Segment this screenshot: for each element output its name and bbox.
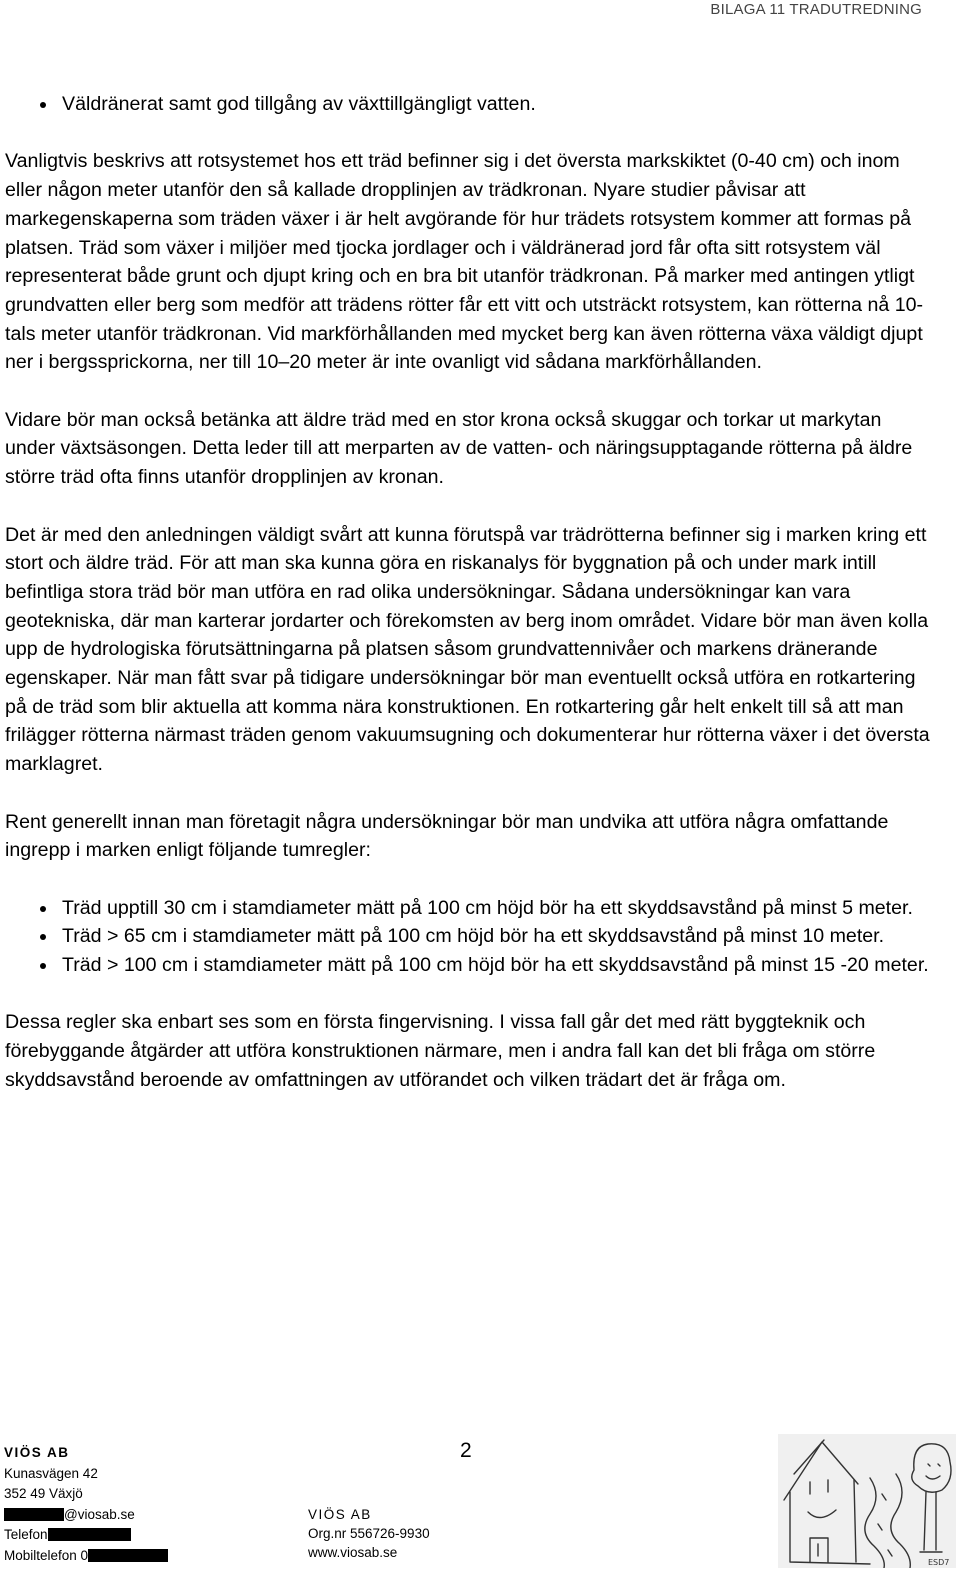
footer-company-info — [308, 1505, 430, 1562]
footer-company-mid: VIÖS AB — [308, 1507, 372, 1522]
rules-list — [5, 894, 933, 980]
page-number: 2 — [460, 1439, 472, 1462]
paragraph-investigations: Det är med den anledningen väldigt svårt att kunna förutspå var trädrötterna befinner sig i marken kring ett stort och äldre träd. För att man ska kunna göra en riskanalys för byggnation på och under mark intill befintliga stora träd bör man utföra en rad olika undersökningar. Sådana undersökningar kan vara geotekniska, där man karterar jordarter och förekomsten av berg inom området. Vidare bör man även kolla upp de hydrologiska förutsättningarna på platsen såsom grundvattennivåer och markens dränerande egenskaper. När man fått svar på tidigare undersökningar bör man eventuellt också utföra en rotkartering på de träd som blir aktuella att komma nära konstruktionen. En rotkartering går helt enkelt till så att man frilägger rötterna närmast träden genom vakuumsugning och dokumenterar hur rötterna växer i det översta marklagret. — [5, 523, 930, 776]
redacted-block — [4, 1508, 64, 1521]
footer-address — [4, 1443, 168, 1566]
house-tree-sketch-icon — [778, 1434, 956, 1568]
logo-signature: ESD7 — [928, 1558, 950, 1567]
footer-phone — [4, 1525, 168, 1546]
document-body — [5, 90, 933, 1123]
list-item: Träd upptill 30 cm i stamdiameter mätt på 100 cm höjd bör ha ett skyddsavstånd på minst 5 meter. — [5, 894, 933, 923]
redacted-block — [48, 1528, 131, 1541]
list-item: Träd > 100 cm i stamdiameter mätt på 100 cm höjd bör ha ett skyddsavstånd på minst 15 -20 meter. — [5, 951, 933, 980]
redacted-block — [88, 1549, 168, 1562]
footer-street: Kunasvägen 42 — [4, 1465, 98, 1481]
list-item: Väldränerat samt god tillgång av växttillgängligt vatten. — [5, 90, 933, 119]
footer-email — [4, 1505, 168, 1526]
footer-website: www.viosab.se — [308, 1545, 398, 1560]
paragraph-crown-shade: Vidare bör man också betänka att äldre träd med en stor krona också skuggar och torkar ut markytan under växtsäsongen. Detta leder till att merparten av de vatten- och näringsupptagande rötterna på äldre större träd ofta finns utanför dropplinjen av kronan. — [5, 408, 913, 489]
footer-mobile-label: Mobiltelefon 0 — [4, 1547, 89, 1563]
footer-city: 352 49 Växjö — [4, 1486, 83, 1501]
footer-org-nr: Org.nr 556726-9930 — [308, 1526, 430, 1541]
list-item: Träd > 65 cm i stamdiameter mätt på 100 cm höjd bör ha ett skyddsavstånd på minst 10 meter. — [5, 922, 933, 951]
intro-bullet-list — [5, 90, 933, 119]
paragraph-closing: Dessa regler ska enbart ses som en första fingervisning. I vissa fall går det med rätt byggteknik och förebyggande åtgärder att utföra konstruktionen närmare, men i andra fall kan det bli fråga om större skyddsavstånd beroende av omfattningen av utförandet och vilken trädart det är fråga om. — [5, 1011, 876, 1091]
footer-mobile — [4, 1546, 168, 1567]
footer-company: VIÖS AB — [4, 1445, 70, 1460]
paragraph-rules-intro: Rent generellt innan man företagit några undersökningar bör man undvika att utföra några omfattande ingrepp i marken enligt följande tumregler: — [5, 810, 889, 862]
page-header: BILAGA 11 TRADUTREDNING — [710, 1, 922, 18]
footer-phone-label: Telefon — [4, 1527, 48, 1542]
footer-email-suffix: @viosab.se — [64, 1506, 135, 1522]
paragraph-root-systems: Vanligtvis beskrivs att rotsystemet hos ett träd befinner sig i det översta markskiktet (0-40 cm) och inom eller någon meter utanför den så kallade dropplinjen av trädkronan. Nyare studier påvisar att markegenskaperna som träden växer i är helt avgörande för hur trädets rotsystem kommer att formas på platsen. Träd som växer i miljöer med tjocka jordlager och i väldränerad jord får ofta sitt rotsystem väl representerat både grunt och djupt kring och en bra bit utanför trädkronan. På marker med antingen ytligt grundvatten eller berg som medför att trädens rötter får ett vitt och utsträckt rotsystem, kan rötterna nå 10-tals meter utanför trädkronan. Vid markförhållanden med mycket berg kan även rötterna växa väldigt djupt ner i bergssprickorna, ner till 10–20 meter är inte ovanligt vid sådana markförhållanden. — [5, 150, 924, 374]
